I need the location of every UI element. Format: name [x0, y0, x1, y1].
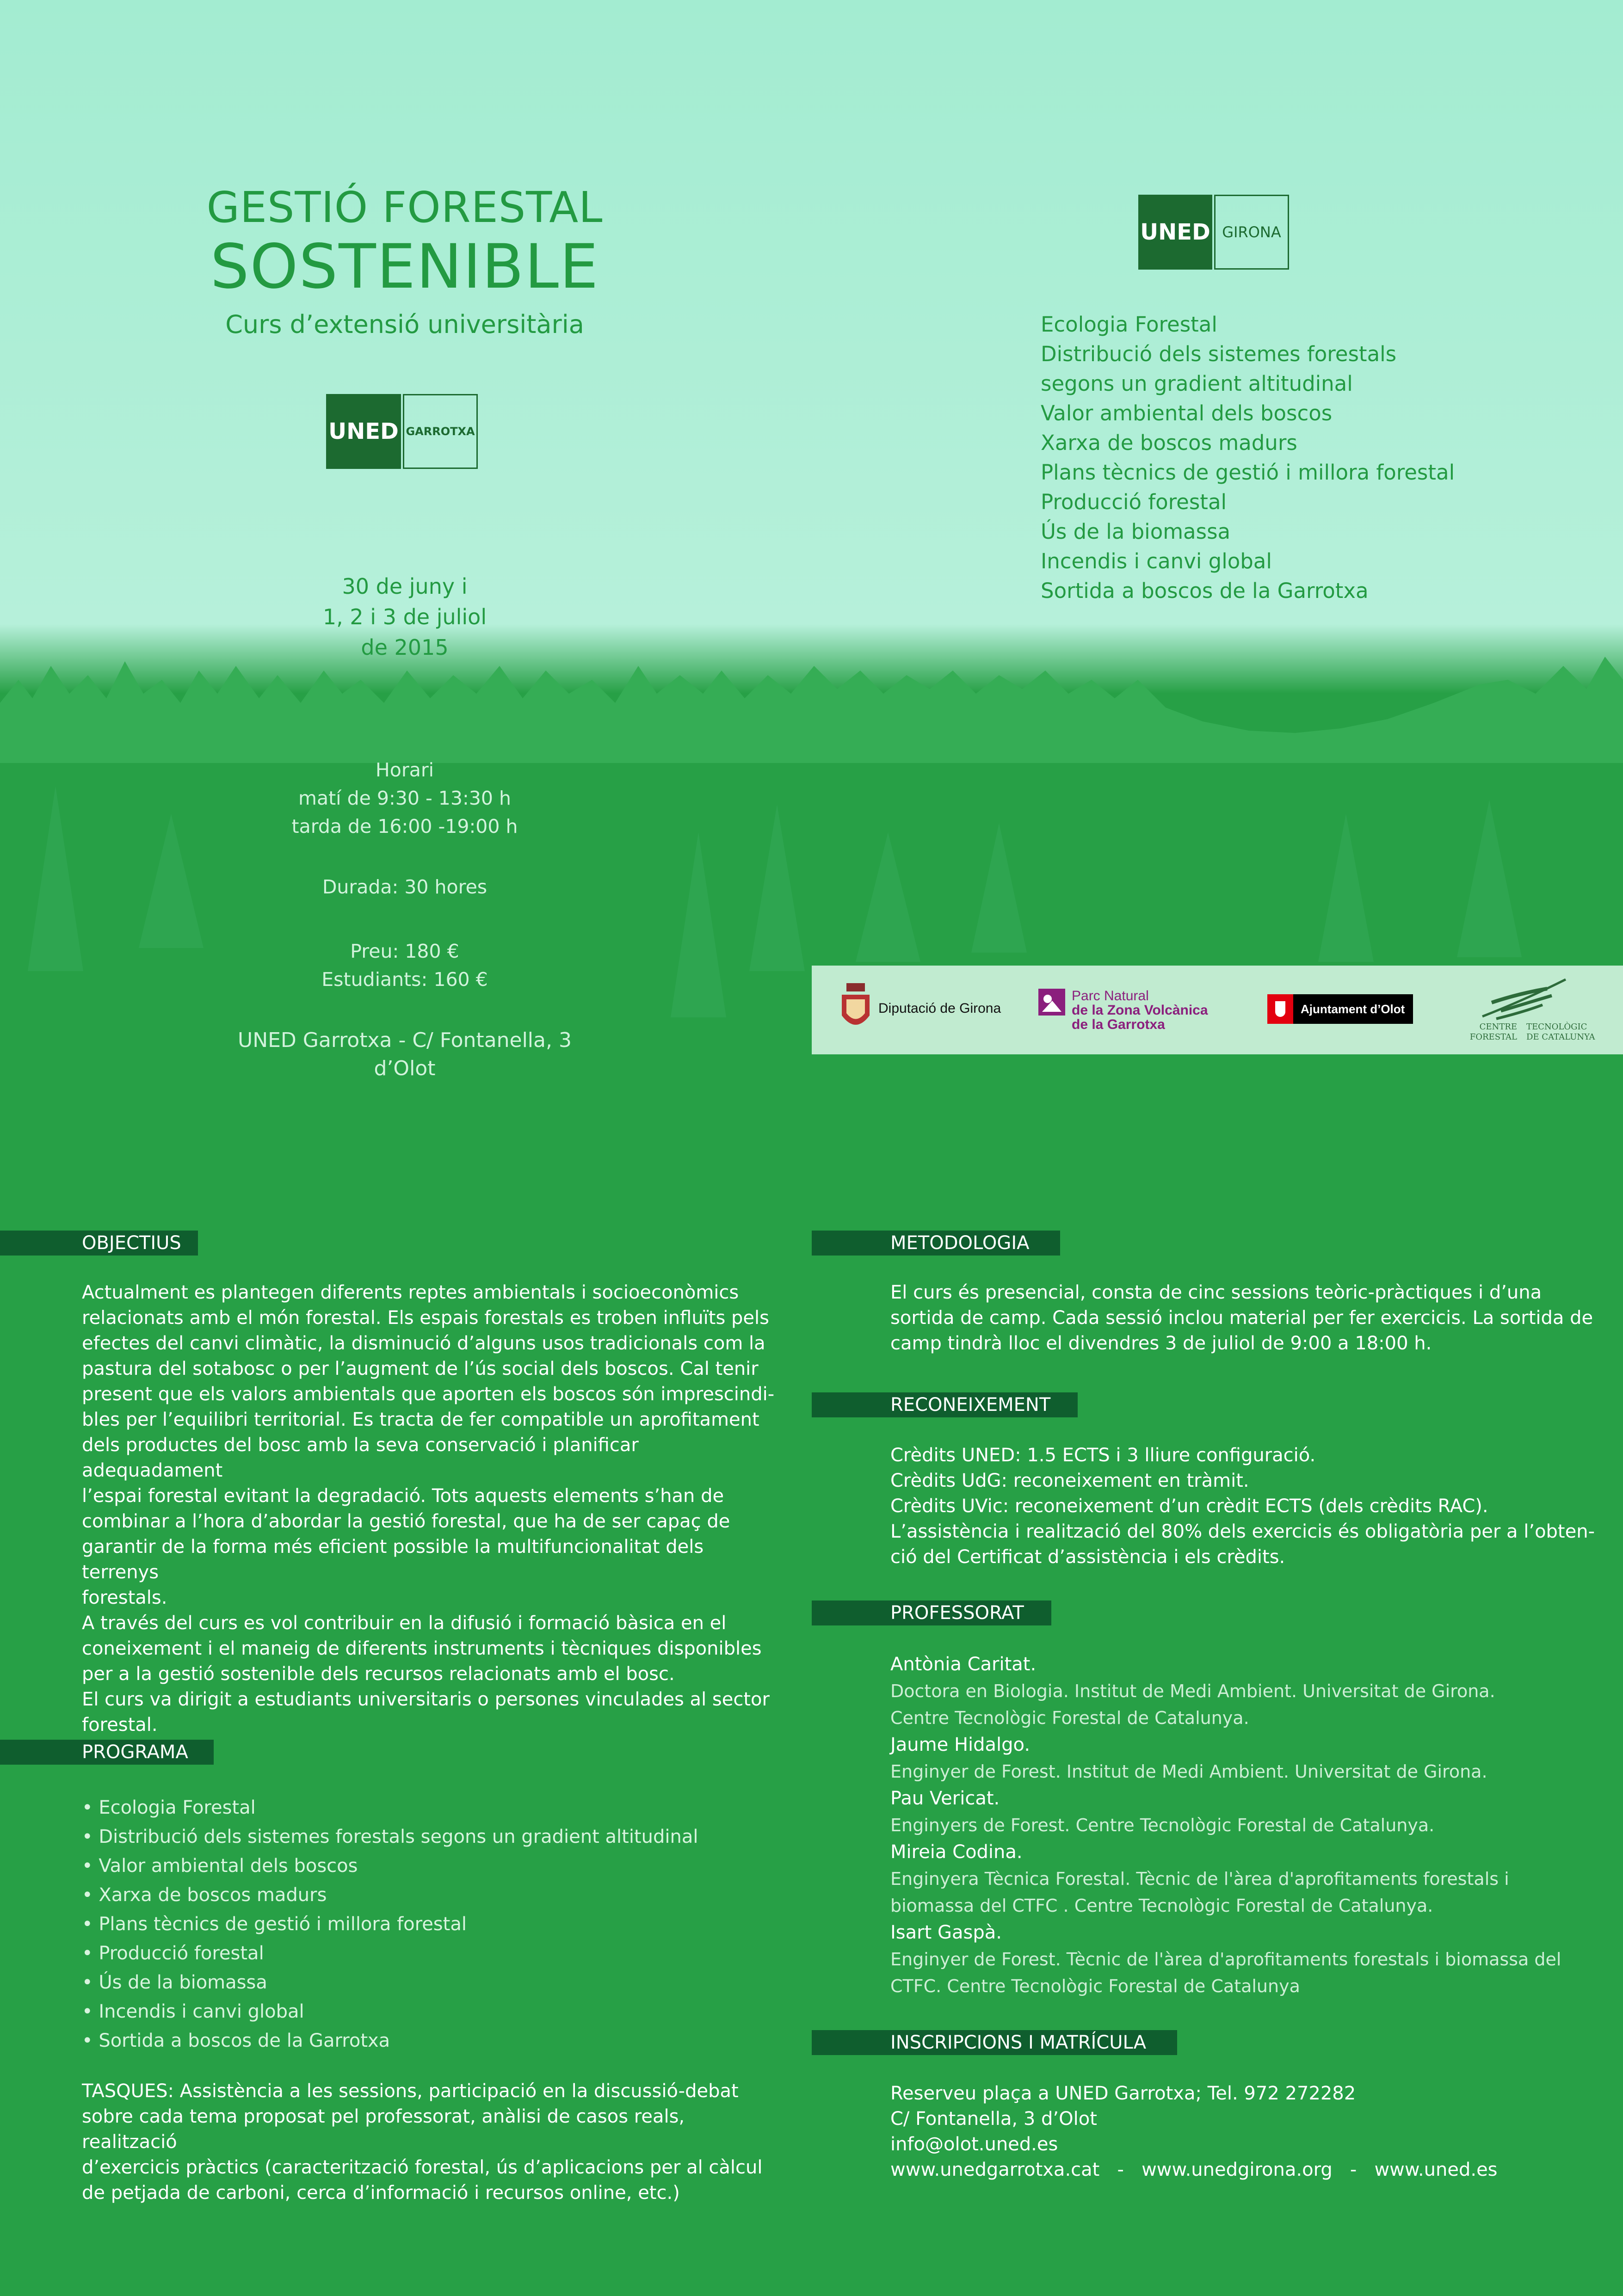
reconeixement-line: L’assistència i realització del 80% dels exercicis és obligatòria per a l’obten-: [890, 1521, 1595, 1542]
ctfc-right-2: DE CATALUNYA: [1526, 1032, 1595, 1042]
ajuntament-label: Ajuntament d’Olot: [1301, 1002, 1405, 1016]
inscripcions-phone: Reserveu plaça a UNED Garrotxa; Tel. 972 272282: [890, 2083, 1356, 2104]
topic-item: Xarxa de boscos madurs: [1041, 431, 1297, 455]
objectius-line: forestals.: [82, 1587, 167, 1608]
schedule-afternoon: tarda de 16:00 -19:00 h: [291, 815, 518, 837]
objectius-line: per a la gestió sostenible dels recursos relacionats amb el bosc.: [82, 1663, 675, 1685]
reconeixement-line: ció del Certificat d’assistència i els crèdits.: [890, 1546, 1285, 1568]
programa-item: • Incendis i canvi global: [82, 2001, 304, 2022]
topic-item: Ús de la biomassa: [1041, 519, 1231, 544]
parc-natural-icon: [1038, 989, 1065, 1016]
girona-label: GIRONA: [1214, 195, 1289, 270]
subtitle: Curs d’extensió universitària: [225, 310, 584, 339]
objectius-line: l’espai forestal evitant la degradació. Tots aquests elements s’han de: [82, 1485, 724, 1507]
uned-logo-mark: UNED: [1138, 195, 1212, 270]
objectius-line: A través del curs es vol contribuir en la difusió i formació bàsica en el: [82, 1613, 727, 1634]
ajuntament-crest-icon: [1267, 994, 1293, 1024]
objectius-line: efectes del canvi climàtic, la disminució d’alguns usos tradicionals com la: [82, 1333, 765, 1354]
inscripcions-address: C/ Fontanella, 3 d’Olot: [890, 2108, 1097, 2130]
topic-item: Valor ambiental dels boscos: [1041, 401, 1333, 425]
course-dates: [278, 571, 532, 663]
date-line: 30 de juny i: [342, 574, 468, 599]
diputacio-label: Diputació de Girona: [878, 1001, 1001, 1016]
inscripcions-body: [890, 2081, 1612, 2183]
programa-list: [82, 1793, 776, 2056]
professorat-list: [890, 1651, 1612, 2000]
topics-list: [1041, 310, 1455, 606]
diputacio-logo: [839, 983, 1001, 1034]
ctfc-logo: [1441, 975, 1612, 1044]
objectius-line: El curs va dirigit a estudiants universitaris o persones vinculades al sector: [82, 1689, 770, 1710]
inscripcions-email[interactable]: info@olot.uned.es: [890, 2134, 1058, 2155]
date-line: 1, 2 i 3 de juliol: [322, 604, 487, 629]
programa-item: • Plans tècnics de gestió i millora forestal: [82, 1914, 467, 1935]
tasques-text: [82, 2079, 776, 2206]
reconeixement-body: [890, 1443, 1603, 1570]
objectius-line: combinar a l’hora d’abordar la gestió forestal, que ha de ser capaç de: [82, 1511, 730, 1532]
venue-address: UNED Garrotxa - C/ Fontanella, 3 d’Olot: [238, 1028, 572, 1080]
website-link[interactable]: www.unedgirona.org: [1142, 2159, 1333, 2180]
garrotxa-label: GARROTXA: [403, 394, 478, 469]
student-price: Estudiants: 160 €: [321, 968, 488, 991]
topic-item: Ecologia Forestal: [1041, 312, 1217, 337]
tasques-line: de petjada de carboni, cerca d’informació i recursos online, etc.): [82, 2182, 680, 2204]
programa-item: • Distribució dels sistemes forestals segons un gradient altitudinal: [82, 1826, 698, 1847]
topic-item: Producció forestal: [1041, 490, 1227, 514]
ajuntament-olot-logo: [1267, 994, 1413, 1024]
metodologia-body: [890, 1280, 1603, 1356]
uned-logo-mark: UNED: [326, 394, 401, 469]
professorat-heading: PROFESSORAT: [812, 1600, 1051, 1625]
professor-name: Jaume Hidalgo.: [890, 1734, 1031, 1755]
parc-natural-logo: [1038, 989, 1208, 1032]
parc-line-2: de la Zona Volcànica: [1072, 1003, 1208, 1018]
parc-line-1: Parc Natural: [1072, 988, 1149, 1003]
metodologia-line: El curs és presencial, consta de cinc sessions teòric-pràctiques i d’una: [890, 1282, 1542, 1303]
topic-item: Incendis i canvi global: [1041, 549, 1272, 573]
reconeixement-line: Crèdits UdG: reconeixement en tràmit.: [890, 1470, 1249, 1491]
reconeixement-line: Crèdits UVic: reconeixement d’un crèdit ECTS (dels crèdits RAC).: [890, 1496, 1488, 1517]
programa-item: • Ús de la biomassa: [82, 1972, 267, 1993]
schedule-morning: matí de 9:30 - 13:30 h: [298, 787, 511, 809]
duration: Durada: 30 hores: [322, 876, 488, 898]
price: Preu: 180 €: [350, 940, 459, 962]
professor-name: Isart Gaspà.: [890, 1922, 1002, 1943]
programa-heading: PROGRAMA: [0, 1740, 214, 1765]
professor-name: Pau Vericat.: [890, 1788, 1000, 1809]
professor-desc: CTFC. Centre Tecnològic Forestal de Catalunya: [890, 1976, 1300, 1996]
professor-desc: Centre Tecnològic Forestal de Catalunya.: [890, 1708, 1249, 1728]
objectius-heading: OBJECTIUS: [0, 1231, 198, 1256]
professor-desc: Doctora en Biologia. Institut de Medi Ambient. Universitat de Girona.: [890, 1681, 1495, 1701]
tasques-line: sobre cada tema proposat pel professorat, anàlisi de casos reals, realització: [82, 2106, 685, 2153]
ctfc-left-1: CENTRE: [1479, 1022, 1517, 1032]
sponsors-strip: [812, 966, 1623, 1054]
objectius-line: relacionats amb el món forestal. Els espais forestals es troben influïts pels: [82, 1307, 769, 1329]
topic-item: Plans tècnics de gestió i millora forestal: [1041, 460, 1455, 485]
diputacio-crest-icon: [839, 983, 872, 1034]
metodologia-line: camp tindrà lloc el divendres 3 de juliol de 9:00 a 18:00 h.: [890, 1333, 1432, 1354]
tasques-line: TASQUES: Assistència a les sessions, participació en la discussió-debat: [82, 2081, 739, 2102]
programa-item: • Producció forestal: [82, 1943, 264, 1964]
date-line: de 2015: [361, 635, 449, 660]
uned-girona-logo: [1138, 195, 1289, 270]
topic-item: Distribució dels sistemes forestals: [1041, 342, 1397, 366]
parc-line-3: de la Garrotxa: [1072, 1017, 1165, 1032]
programa-item: • Ecologia Forestal: [82, 1797, 256, 1818]
schedule-heading: Horari: [375, 759, 434, 781]
objectius-line: coneixement i el maneig de diferents instruments i tècniques disponibles: [82, 1638, 762, 1659]
topic-item: Sortida a boscos de la Garrotxa: [1041, 579, 1369, 603]
uned-garrotxa-logo: [326, 394, 478, 469]
objectius-line: present que els valors ambientals que aporten els boscos són imprescindi-: [82, 1384, 775, 1405]
programa-item: • Xarxa de boscos madurs: [82, 1884, 327, 1906]
title-line-1: GESTIÓ FORESTAL: [206, 183, 603, 232]
reconeixement-line: Crèdits UNED: 1.5 ECTS i 3 lliure configuració.: [890, 1445, 1316, 1466]
objectius-line: Actualment es plantegen diferents reptes ambientals i socioeconòmics: [82, 1282, 739, 1303]
schedule-info: [213, 756, 597, 1083]
professor-desc: Enginyer de Forest. Institut de Medi Ambient. Universitat de Girona.: [890, 1761, 1487, 1782]
ctfc-right-1: TECNOLÒGIC: [1526, 1022, 1587, 1032]
metodologia-heading: METODOLOGIA: [812, 1231, 1060, 1256]
separator: -: [1117, 2159, 1124, 2180]
professor-name: Mireia Codina.: [890, 1841, 1023, 1863]
objectius-line: forestal.: [82, 1714, 158, 1736]
title-line-2: SOSTENIBLE: [210, 231, 599, 302]
objectius-line: bles per l’equilibri territorial. Es tracta de fer compatible un aprofitament: [82, 1409, 759, 1430]
website-link[interactable]: www.uned.es: [1374, 2159, 1498, 2180]
objectius-line: dels productes del bosc amb la seva conservació i planificar adequadament: [82, 1434, 639, 1481]
metodologia-line: sortida de camp. Cada sessió inclou material per fer exercicis. La sortida de: [890, 1307, 1593, 1329]
professor-desc: biomassa del CTFC . Centre Tecnològic Forestal de Catalunya.: [890, 1896, 1433, 1916]
website-link[interactable]: www.unedgarrotxa.cat: [890, 2159, 1100, 2180]
ctfc-left-2: FORESTAL: [1469, 1032, 1517, 1042]
tasques-line: d’exercicis pràctics (caracterització forestal, ús d’aplicacions per al càlcul: [82, 2157, 763, 2178]
separator: -: [1350, 2159, 1357, 2180]
professor-name: Antònia Caritat.: [890, 1654, 1037, 1675]
professor-desc: Enginyers de Forest. Centre Tecnològic Forestal de Catalunya.: [890, 1815, 1435, 1835]
programa-item: • Sortida a boscos de la Garrotxa: [82, 2030, 390, 2051]
professor-desc: Enginyera Tècnica Forestal. Tècnic de l'àrea d'aprofitaments forestals i: [890, 1869, 1509, 1889]
inscripcions-websites: [890, 2157, 1612, 2183]
reconeixement-heading: RECONEIXEMENT: [812, 1392, 1078, 1417]
objectius-body: [82, 1280, 776, 1738]
objectius-line: pastura del sotabosc o per l’augment de l’ús social dels boscos. Cal tenir: [82, 1358, 759, 1379]
inscripcions-heading: INSCRIPCIONS I MATRÍCULA: [812, 2030, 1177, 2055]
objectius-line: garantir de la forma més eficient possible la multifuncionalitat dels terrenys: [82, 1536, 704, 1583]
topic-item: segons un gradient altitudinal: [1041, 371, 1353, 396]
professor-desc: Enginyer de Forest. Tècnic de l'àrea d'aprofitaments forestals i biomassa del: [890, 1949, 1561, 1970]
programa-item: • Valor ambiental dels boscos: [82, 1855, 358, 1877]
ctfc-leaf-icon: [1473, 975, 1570, 1026]
